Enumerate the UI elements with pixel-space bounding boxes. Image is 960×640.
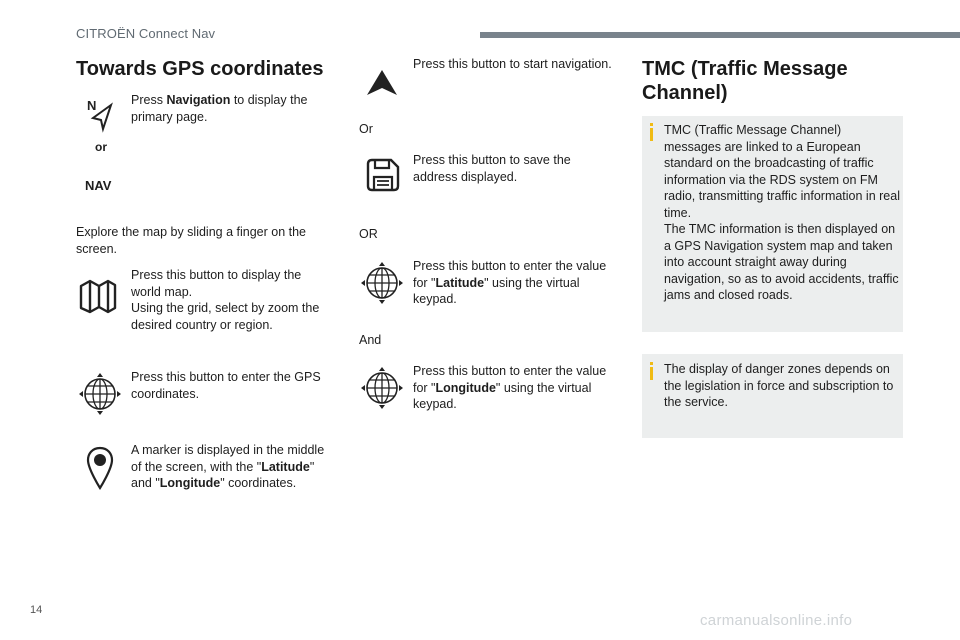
- location-pin-icon: [86, 445, 114, 491]
- or-label: or: [95, 140, 107, 154]
- header-title: CITROËN Connect Nav: [76, 26, 216, 41]
- marker-text: A marker is displayed in the middle of the screen, with the "Latitude" and "Longitude" coordinates.: [131, 443, 325, 490]
- world-map-text: Press this button to display the world map. Using the grid, select by zoom the desired country or region.: [131, 268, 320, 332]
- danger-zone-text: The display of danger zones depends on the legislation in force and subscription to the service.: [664, 362, 894, 409]
- explore-map-text: Explore the map by sliding a finger on the screen.: [76, 225, 306, 256]
- nav-button-label: NAV: [85, 178, 112, 193]
- tmc-info-text: TMC (Traffic Message Channel) messages are linked to a European standard on the broadcasting of traffic information via the RDS system on FM radio, transmitting traffic information in real time. The TMC information is then displayed on a GPS Navigation system map and taken into account straight away during navigation, so as to avoid accidents, traffic jams and closed roads.: [664, 123, 900, 302]
- save-icon: [364, 156, 402, 194]
- or-text-1: Or: [359, 122, 373, 136]
- svg-text:N: N: [87, 98, 97, 113]
- start-navigation-text: Press this button to start navigation.: [413, 57, 612, 71]
- watermark: carmanualsonline.info: [700, 612, 853, 629]
- latitude-globe-icon: [360, 261, 404, 305]
- gps-entry-text: Press this button to enter the GPS coordinates.: [131, 370, 321, 401]
- section-heading-tmc: TMC (Traffic Message Channel): [642, 58, 848, 104]
- save-address-text: Press this button to save the address displayed.: [413, 153, 571, 184]
- section-heading-gps: Towards GPS coordinates: [76, 58, 324, 80]
- and-text: And: [359, 333, 382, 347]
- or-text-2: OR: [359, 227, 378, 241]
- header-bar: [480, 32, 960, 38]
- globe-grid-icon: [78, 372, 122, 416]
- page-number: 14: [30, 604, 43, 616]
- info-bar-2: [650, 367, 653, 380]
- nav-intro-text: Press Navigation to display the primary page.: [131, 93, 308, 124]
- info-icon: [650, 123, 653, 126]
- info-icon-2: [650, 362, 653, 365]
- info-bar: [650, 128, 653, 141]
- navigation-arrow-icon: [86, 97, 116, 133]
- start-navigation-icon: [365, 68, 399, 98]
- world-map-icon: [78, 276, 118, 314]
- longitude-globe-icon: [360, 366, 404, 410]
- latitude-text: Press this button to enter the value for "Latitude" using the virtual keypad.: [413, 259, 607, 306]
- longitude-text: Press this button to enter the value for "Longitude" using the virtual keypad.: [413, 364, 607, 411]
